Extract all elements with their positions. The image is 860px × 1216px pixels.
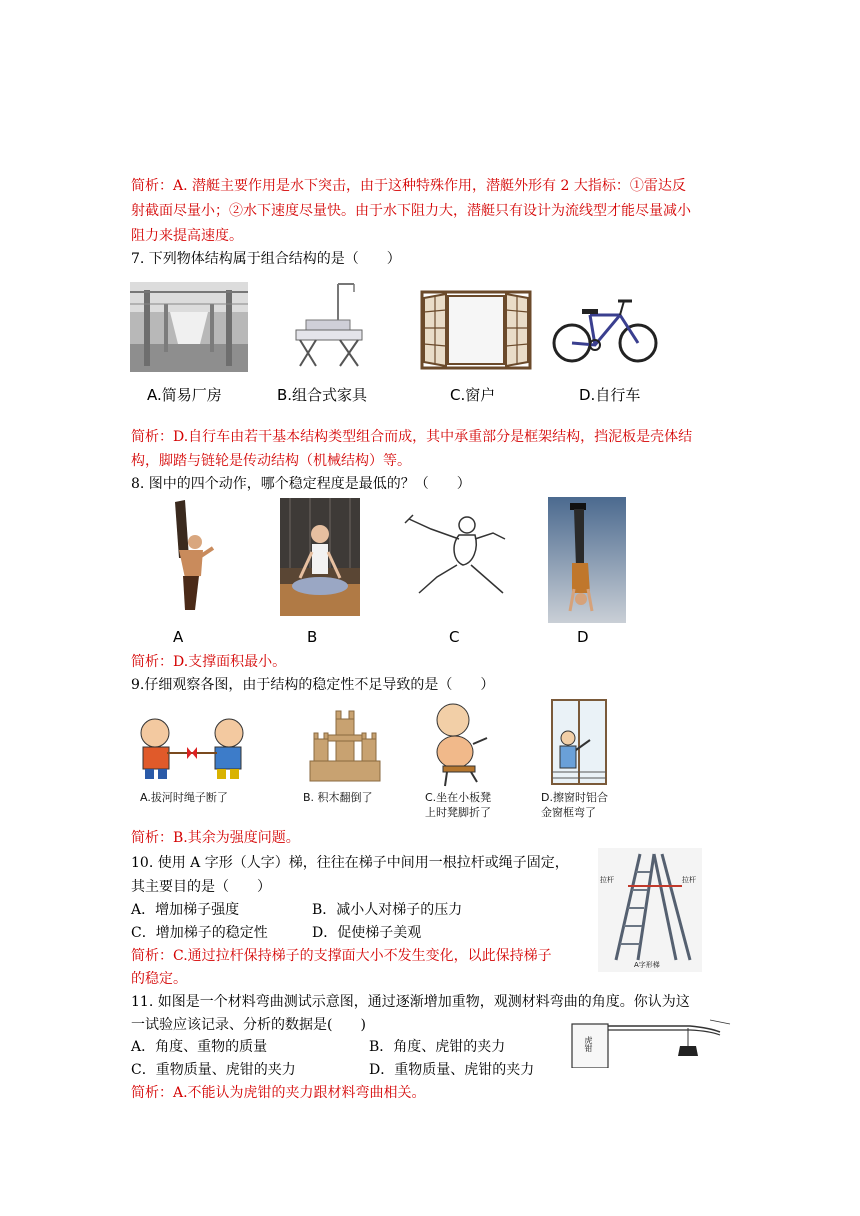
q6-analysis-line-2: 射截面尽量小；②水下速度尽量快。由于水下阻力大，潜艇只有设计为流线型才能尽量减小 — [131, 203, 691, 219]
handstand-pose-image — [548, 497, 626, 623]
factory-image — [130, 282, 248, 372]
bending-test-image — [570, 1016, 735, 1068]
q7-caption-c: C.窗户 — [450, 386, 496, 404]
q10-option-a: A．增加梯子强度 — [131, 902, 240, 918]
ladder-label-left: 拉杆 — [600, 876, 614, 884]
ladder-label-right: 拉杆 — [682, 876, 696, 884]
q11-question-line-2: 一试验应该记录、分析的数据是( ) — [131, 1017, 366, 1033]
furniture-image — [288, 280, 368, 370]
q7-caption-b: B.组合式家具 — [277, 386, 368, 404]
q9-caption-c-line-1: C.坐在小板凳 — [425, 791, 492, 804]
q11-option-a: A．角度、重物的质量 — [131, 1039, 268, 1055]
q11-option-c: C．重物质量、虎钳的夹力 — [131, 1062, 296, 1078]
stool-image — [425, 698, 497, 788]
q11-analysis: 简析：A.不能认为虎钳的夹力跟材料弯曲相关。 — [131, 1085, 426, 1101]
q6-analysis-line-1: 简析：A. 潜艇主要作用是水下突击，由于这种特殊作用，潜艇外形有 2 大指标：①雷达反 — [131, 178, 686, 194]
a-ladder-image — [598, 848, 702, 972]
bicycle-image — [550, 293, 660, 365]
q7-question: 7. 下列物体结构属于组合结构的是（ ） — [131, 251, 401, 267]
window-frame-image — [548, 698, 610, 786]
q7-analysis-line-2: 构，脚踏与链轮是传动结构（机械结构）等。 — [131, 453, 411, 469]
q9-caption-b: B. 积木翻倒了 — [303, 791, 373, 804]
window-image — [420, 290, 532, 370]
q10-analysis-line-2: 的稳定。 — [131, 971, 187, 987]
q8-caption-d: D — [577, 628, 589, 646]
sitting-pose-image — [280, 498, 360, 616]
q11-option-d: D．重物质量、虎钳的夹力 — [369, 1062, 535, 1078]
blocks-image — [306, 705, 384, 785]
q9-caption-c-line-2: 上时凳脚折了 — [425, 806, 491, 819]
q10-question-line-2: 其主要目的是（ ） — [131, 879, 271, 895]
q11-option-b: B．角度、虎钳的夹力 — [369, 1039, 506, 1055]
q9-caption-d-line-1: D.擦窗时铝合 — [541, 791, 608, 804]
tug-of-war-image — [131, 707, 253, 785]
q10-question-line-1: 10. 使用 A 字形（人字）梯，往往在梯子中间用一根拉杆或绳子固定， — [131, 855, 569, 871]
q8-caption-a: A — [173, 628, 184, 646]
q9-question: 9.仔细观察各图，由于结构的稳定性不足导致的是（ ） — [131, 677, 495, 693]
q9-caption-d-line-2: 金窗框弯了 — [541, 806, 596, 819]
vise-label: 虎钳 — [584, 1036, 593, 1052]
q6-analysis-line-3: 阻力来提高速度。 — [131, 228, 243, 244]
kick-pose-image — [155, 498, 221, 612]
q9-caption-a: A.拔河时绳子断了 — [140, 791, 228, 804]
q8-analysis: 简析：D.支撑面积最小。 — [131, 654, 287, 670]
q7-caption-d: D.自行车 — [579, 386, 641, 404]
q7-caption-a: A.简易厂房 — [147, 386, 222, 404]
martial-arts-image — [401, 505, 521, 600]
q8-caption-b: B — [307, 628, 318, 646]
q7-analysis-line-1: 简析：D.自行车由若干基本结构类型组合而成，其中承重部分是框架结构，挡泥板是壳体结 — [131, 429, 693, 445]
ladder-label-bottom: A字形梯 — [634, 961, 660, 969]
q8-question: 8. 图中的四个动作，哪个稳定程度是最低的？（ ） — [131, 476, 471, 492]
q10-option-c: C．增加梯子的稳定性 — [131, 925, 268, 941]
q10-option-b: B．减小人对梯子的压力 — [312, 902, 463, 918]
q8-caption-c: C — [449, 628, 460, 646]
q9-analysis: 简析：B.其余为强度问题。 — [131, 830, 300, 846]
q10-option-d: D．促使梯子美观 — [312, 925, 422, 941]
q10-analysis-line-1: 简析：C.通过拉杆保持梯子的支撑面大小不发生变化，以此保持梯子 — [131, 948, 552, 964]
q11-question-line-1: 11. 如图是一个材料弯曲测试示意图，通过逐渐增加重物，观测材料弯曲的角度。你认为这 — [131, 994, 690, 1010]
